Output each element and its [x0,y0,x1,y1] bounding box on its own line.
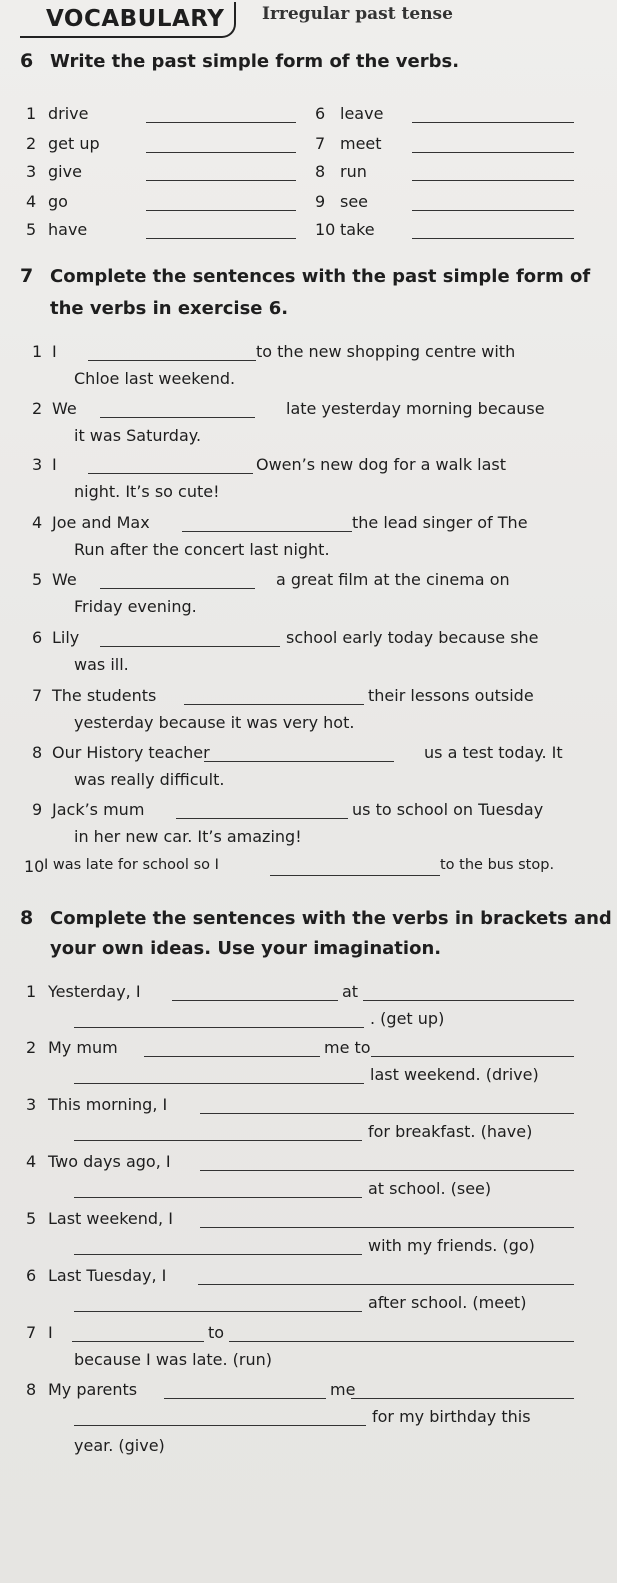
ex7-instruction-line2: the verbs in exercise 6. [50,298,289,319]
ex8-answer-blank[interactable] [74,1254,362,1255]
vocabulary-label: VOCABULARY [46,6,225,32]
ex8-sentence-start: Last weekend, I [48,1209,173,1228]
ex6-item-number: 10 [315,220,336,239]
ex8-answer-blank[interactable] [74,1425,366,1426]
ex7-sentence-rest: late yesterday morning because [286,399,545,418]
ex7-sentence-line2: it was Saturday. [74,426,202,445]
ex8-answer-blank[interactable] [229,1341,574,1342]
ex7-item-number: 5 [32,570,43,589]
ex6-verb: get up [48,134,100,153]
ex8-sentence-end: last weekend. (drive) [370,1065,539,1084]
ex6-answer-blank[interactable] [146,152,296,153]
ex7-sentence-start: We [52,570,77,589]
ex6-item-number: 9 [315,192,326,211]
ex8-sentence-end: . (get up) [370,1009,445,1028]
ex7-sentence-start: I [52,342,57,361]
ex8-answer-blank[interactable] [74,1027,364,1028]
ex6-number: 6 [20,50,34,72]
ex8-answer-blank[interactable] [351,1398,574,1399]
ex8-sentence-start: Yesterday, I [48,982,141,1001]
ex7-item-number: 10 [24,857,45,876]
ex7-sentence-rest: the lead singer of The [352,513,528,532]
ex8-item-number: 2 [26,1038,37,1057]
ex6-verb: run [340,162,367,181]
ex8-answer-blank[interactable] [363,1000,574,1001]
ex8-instruction-line1: Complete the sentences with the verbs in brackets and [50,908,612,929]
ex7-sentence-line2: Run after the concert last night. [74,540,330,559]
ex7-sentence-start: Lily [52,628,80,647]
ex8-sentence-mid: at [342,982,359,1001]
ex6-answer-blank[interactable] [412,210,574,211]
ex8-sentence-mid: to [208,1323,225,1342]
ex6-answer-blank[interactable] [412,238,574,239]
ex8-sentence-start: I [48,1323,53,1342]
ex7-sentence-line2: night. It’s so cute! [74,482,220,501]
ex8-number: 8 [20,907,34,929]
ex7-item-number: 6 [32,628,43,647]
ex7-sentence-rest: a great film at the cinema on [276,570,510,589]
ex6-answer-blank[interactable] [146,122,296,123]
ex6-verb: give [48,162,82,181]
ex8-sentence-start: Two days ago, I [48,1152,171,1171]
ex6-answer-blank[interactable] [412,180,574,181]
ex6-verb: have [48,220,88,239]
ex7-item-number: 2 [32,399,43,418]
ex7-answer-blank[interactable] [184,704,364,705]
ex6-item-number: 2 [26,134,37,153]
ex7-answer-blank[interactable] [88,473,253,474]
ex7-sentence-rest: to the bus stop. [440,857,555,873]
ex8-sentence-start: This morning, I [48,1095,168,1114]
ex8-sentence-start: Last Tuesday, I [48,1266,167,1285]
ex8-sentence-end: for my birthday this [372,1407,531,1426]
ex8-answer-blank[interactable] [172,1000,338,1001]
ex7-answer-blank[interactable] [100,646,280,647]
ex7-answer-blank[interactable] [100,417,255,418]
ex8-sentence-end: with my friends. (go) [368,1236,535,1255]
ex8-answer-blank[interactable] [144,1056,320,1057]
ex8-sentence-start: My parents [48,1380,138,1399]
ex7-sentence-rest: their lessons outside [368,686,534,705]
ex8-sentence-end: because I was late. (run) [74,1350,273,1369]
ex7-answer-blank[interactable] [182,531,352,532]
ex8-sentence-mid: me [330,1380,356,1399]
ex8-answer-blank[interactable] [371,1056,575,1057]
ex7-sentence-start: I [52,455,57,474]
ex7-sentence-rest: school early today because she [286,628,539,647]
ex8-answer-blank[interactable] [200,1227,574,1228]
ex7-instruction-line1: Complete the sentences with the past simple form of [50,266,591,287]
ex8-sentence-end: after school. (meet) [368,1293,527,1312]
ex7-item-number: 1 [32,342,43,361]
ex7-sentence-start: We [52,399,77,418]
ex7-answer-blank[interactable] [270,875,440,876]
ex8-sentence-end: at school. (see) [368,1179,492,1198]
ex6-verb: take [340,220,375,239]
ex7-sentence-start: The students [52,686,157,705]
ex8-item-number: 6 [26,1266,37,1285]
ex8-item-number: 7 [26,1323,37,1342]
ex7-answer-blank[interactable] [88,360,256,361]
ex7-answer-blank[interactable] [176,818,348,819]
ex7-item-number: 9 [32,800,43,819]
ex7-answer-blank[interactable] [100,588,255,589]
ex7-sentence-line2: was ill. [74,655,129,674]
ex8-answer-blank[interactable] [200,1113,574,1114]
ex6-item-number: 5 [26,220,37,239]
ex6-instruction: Write the past simple form of the verbs. [50,51,460,72]
ex8-item-number: 5 [26,1209,37,1228]
ex6-item-number: 6 [315,104,326,123]
ex6-answer-blank[interactable] [412,152,574,153]
ex8-answer-blank[interactable] [74,1311,362,1312]
ex6-item-number: 8 [315,162,326,181]
ex7-sentence-line2: was really difficult. [74,770,225,789]
ex7-sentence-line2: Friday evening. [74,597,197,616]
ex8-item-number: 8 [26,1380,37,1399]
ex8-answer-blank[interactable] [200,1170,574,1171]
ex8-answer-blank[interactable] [74,1197,362,1198]
ex6-item-number: 7 [315,134,326,153]
ex8-answer-blank[interactable] [74,1140,362,1141]
ex6-verb: meet [340,134,382,153]
ex8-answer-blank[interactable] [72,1341,204,1342]
ex7-sentence-start: Our History teacher [52,743,210,762]
ex6-verb: see [340,192,369,211]
ex7-sentence-rest: to the new shopping centre with [256,342,516,361]
ex6-item-number: 1 [26,104,37,123]
ex7-number: 7 [20,265,34,287]
ex6-verb: drive [48,104,89,123]
ex8-answer-blank[interactable] [198,1284,574,1285]
ex8-item-number: 3 [26,1095,37,1114]
ex6-verb: go [48,192,68,211]
ex8-sentence-end: for breakfast. (have) [368,1122,533,1141]
ex7-sentence-line2: yesterday because it was very hot. [74,713,355,732]
ex8-answer-blank[interactable] [164,1398,326,1399]
ex6-item-number: 4 [26,192,37,211]
ex6-answer-blank[interactable] [146,180,296,181]
ex7-item-number: 7 [32,686,43,705]
ex7-sentence-rest: Owen’s new dog for a walk last [256,455,507,474]
ex8-item-number: 1 [26,982,37,1001]
ex7-sentence-start: Joe and Max [52,513,150,532]
ex7-sentence-line2: in her new car. It’s amazing! [74,827,302,846]
ex7-sentence-rest: us a test today. It [424,743,563,762]
ex8-sentence-end-line2: year. (give) [74,1436,165,1455]
ex8-answer-blank[interactable] [74,1083,364,1084]
ex7-sentence-start: I was late for school so I [44,857,219,873]
ex7-sentence-start: Jack’s mum [52,800,145,819]
ex7-item-number: 4 [32,513,43,532]
ex6-answer-blank[interactable] [146,210,296,211]
ex8-sentence-mid: me to [324,1038,371,1057]
ex7-item-number: 3 [32,455,43,474]
ex8-item-number: 4 [26,1152,37,1171]
topic-title: Irregular past tense [262,4,453,24]
ex7-item-number: 8 [32,743,43,762]
ex6-answer-blank[interactable] [146,238,296,239]
ex6-verb: leave [340,104,384,123]
ex8-sentence-start: My mum [48,1038,118,1057]
ex7-sentence-rest: us to school on Tuesday [352,800,544,819]
ex6-answer-blank[interactable] [412,122,574,123]
ex6-item-number: 3 [26,162,37,181]
ex8-instruction-line2: your own ideas. Use your imagination. [50,938,442,959]
ex7-answer-blank[interactable] [204,761,394,762]
ex7-sentence-line2: Chloe last weekend. [74,369,236,388]
